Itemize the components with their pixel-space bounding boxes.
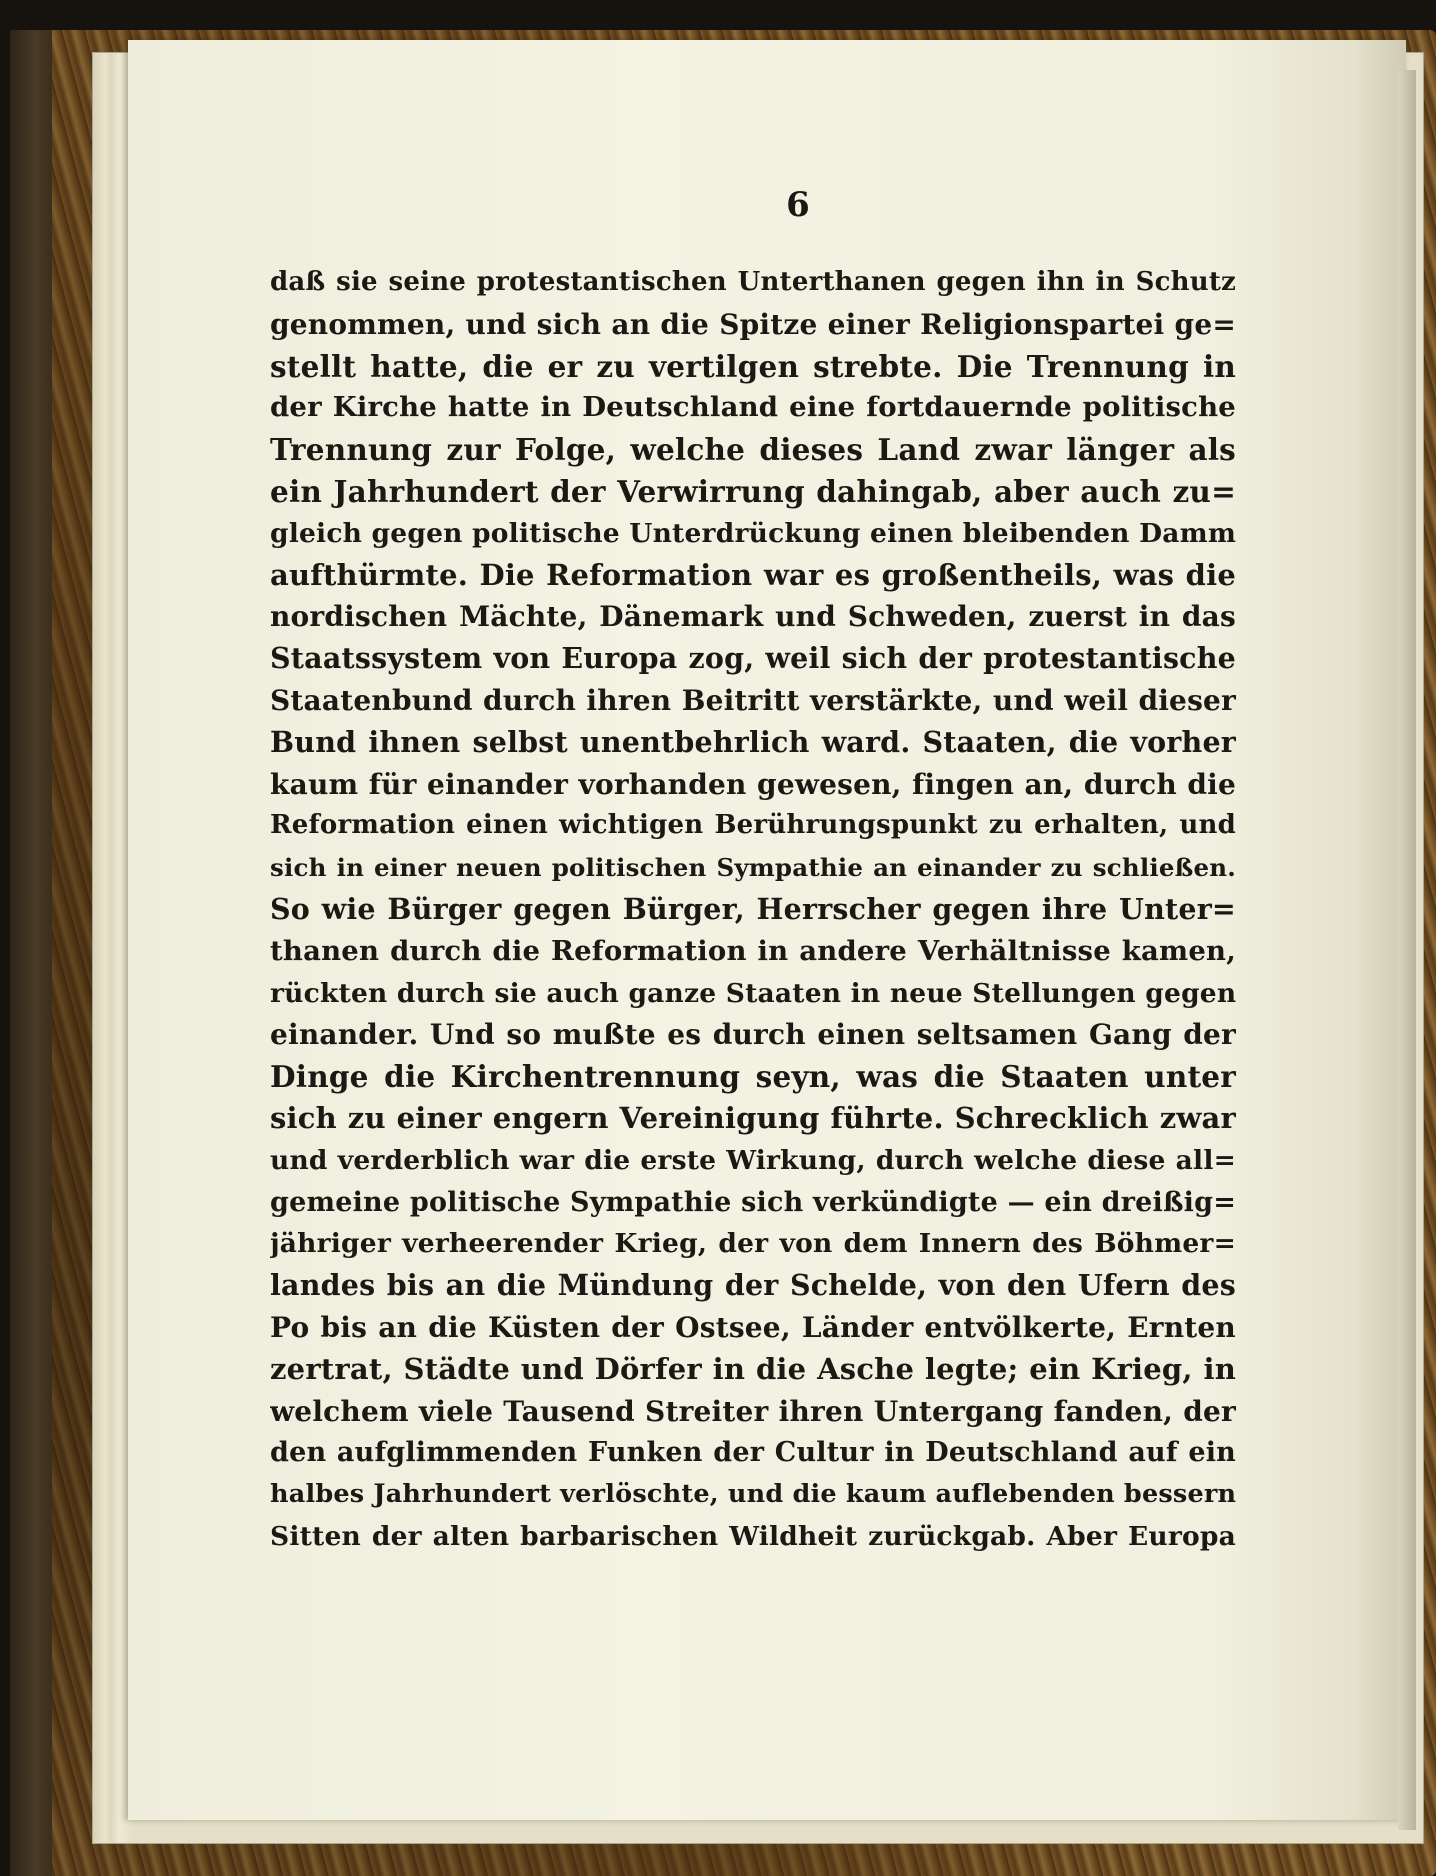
text-line: landes bis an die Mündung der Schelde, von den Ufern des [270, 1268, 1236, 1303]
text-line: So wie Bürger gegen Bürger, Herrscher gegen ihre Unter= [270, 891, 1236, 926]
text-line: Trennung zur Folge, welche dieses Land zwar länger als [270, 432, 1236, 468]
text-line: daß sie seine protestantischen Unterthanen gegen ihn in Schutz [270, 267, 1236, 297]
text-line: genommen, und sich an die Spitze einer Religionspartei ge= [270, 307, 1236, 341]
text-line: sich zu einer engern Vereinigung führte. Schrecklich zwar [270, 1100, 1236, 1135]
text-line: Po bis an die Küsten der Ostsee, Länder entvölkerte, Ernten [270, 1310, 1236, 1344]
text-line: einander. Und so mußte es durch einen seltsamen Gang der [270, 1018, 1236, 1052]
page-number: 6 [786, 185, 810, 225]
text-line: aufthürmte. Die Reformation war es großentheils, was die [270, 557, 1236, 592]
text-line: Sitten der alten barbarischen Wildheit zurückgab. Aber Europa [270, 1520, 1236, 1552]
text-line: welchem viele Tausend Streiter ihren Untergang fanden, der [270, 1394, 1236, 1428]
text-line: den aufglimmenden Funken der Cultur in Deutschland auf ein [270, 1437, 1236, 1469]
text-line: ein Jahrhundert der Verwirrung dahingab, aber auch zu= [270, 473, 1236, 509]
text-line: gemeine politische Sympathie sich verkündigte — ein dreißig= [270, 1186, 1236, 1218]
text-line: thanen durch die Reformation in andere Verhältnisse kamen, [270, 934, 1236, 967]
text-line: jähriger verheerender Krieg, der von dem Innern des Böhmer= [270, 1228, 1236, 1260]
text-line: kaum für einander vorhanden gewesen, fingen an, durch die [270, 767, 1236, 801]
text-line: sich in einer neuen politischen Sympathie an einander zu schließen. [270, 853, 1236, 883]
text-line: halbes Jahrhundert verlöschte, und die kaum auflebenden bessern [270, 1479, 1236, 1510]
page-edge [1398, 70, 1416, 1830]
book-spine [10, 30, 52, 1876]
text-line: rückten durch sie auch ganze Staaten in neue Stellungen gegen [270, 977, 1236, 1009]
text-line: Reformation einen wichtigen Berührungspunkt zu erhalten, und [270, 810, 1236, 841]
text-line: Dinge die Kirchentrennung seyn, was die Staaten unter [270, 1059, 1236, 1095]
text-line: gleich gegen politische Unterdrückung einen bleibenden Damm [270, 517, 1236, 549]
text-line: nordischen Mächte, Dänemark und Schweden, zuerst in das [270, 600, 1236, 634]
text-line: stellt hatte, die er zu vertilgen strebte. Die Trennung in [270, 348, 1236, 384]
text-line: der Kirche hatte in Deutschland eine fortdauernde politische [270, 391, 1236, 424]
text-line: Staatssystem von Europa zog, weil sich der protestantische [270, 641, 1236, 676]
text-line: Staatenbund durch ihren Beitritt verstärkte, und weil dieser [270, 683, 1236, 717]
body-text [270, 262, 1236, 1558]
text-line: Bund ihnen selbst unentbehrlich ward. Staaten, die vorher [270, 724, 1236, 759]
text-line: und verderblich war die erste Wirkung, durch welche diese all= [270, 1144, 1236, 1176]
text-line: zertrat, Städte und Dörfer in die Asche legte; ein Krieg, in [270, 1351, 1236, 1386]
